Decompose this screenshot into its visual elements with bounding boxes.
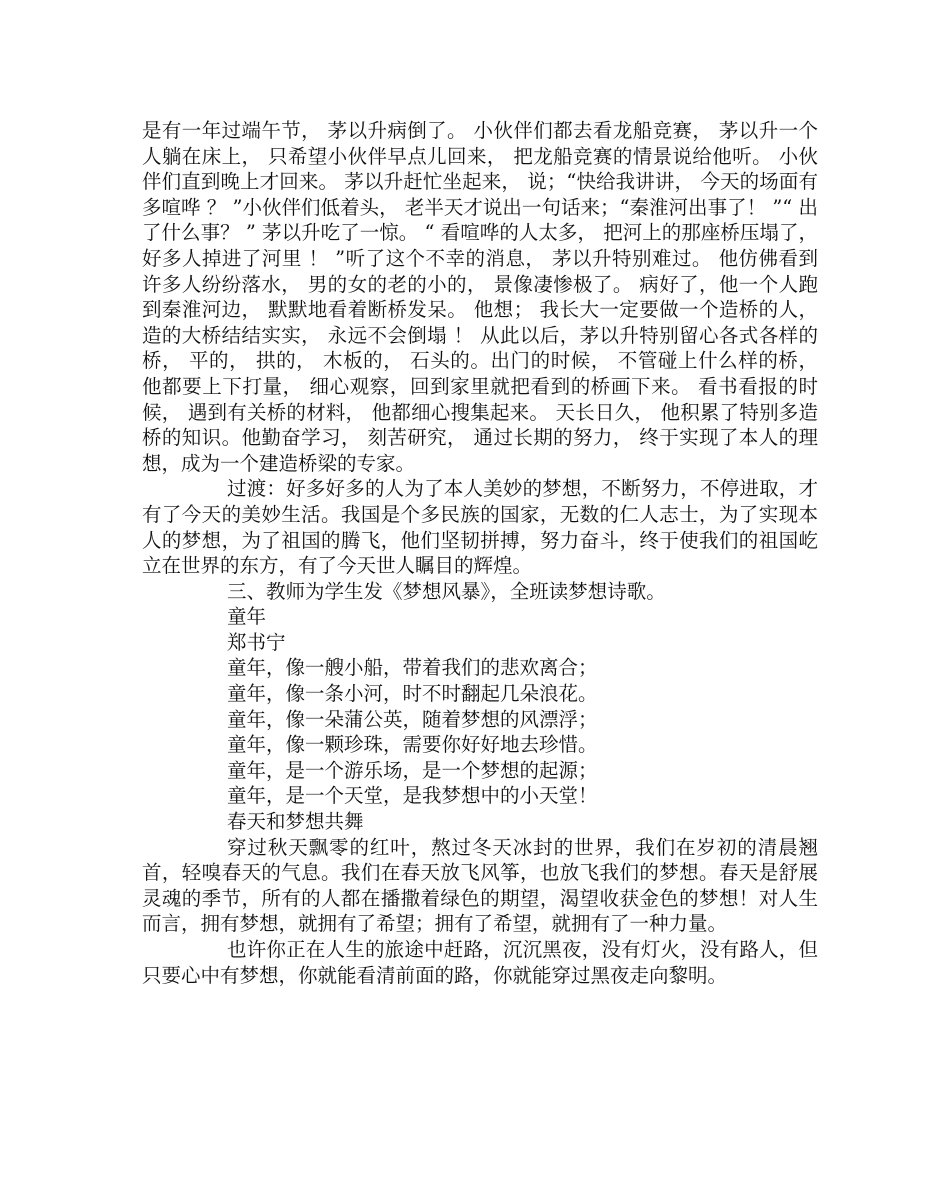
poem-line: 童年，是一个天堂，是我梦想中的小天堂！ (227, 784, 598, 808)
poem-line: 童年，像一颗珍珠，需要你好好地去珍惜。 (227, 733, 598, 757)
document-page (142, 118, 818, 988)
poem-line: 童年，像一艘小船，带着我们的悲欢离合； (227, 656, 598, 680)
poem-line: 童年，像一条小河，时不时翻起几朵浪花。 (227, 682, 598, 706)
essay-paragraph: 穿过秋天飘零的红叶，熬过冬天冰封的世界，我们在岁初的清晨翘首，轻嗅春天的气息。我们在春天放飞风筝，也放飞我们的梦想。春天是舒展灵魂的季节，所有的人都在播撒着绿色的期望，渴望收获金色的梦想！对人生而言，拥有梦想，就拥有了希望；拥有了希望，就拥有了一种力量。 (142, 835, 818, 936)
section-heading: 三、教师为学生发《梦想风暴》，全班读梦想诗歌。 (227, 579, 666, 603)
poem-author: 郑书宁 (227, 630, 286, 654)
essay-paragraph: 也许你正在人生的旅途中赶路，沉沉黑夜，没有灯火，没有路人，但只要心中有梦想，你就能看清前面的路，你就能穿过黑夜走向黎明。 (142, 938, 818, 987)
transition-paragraph: 过渡：好多好多的人为了本人美妙的梦想，不断努力，不停进取，才有了今天的美妙生活。我国是个多民族的国家，无数的仁人志士，为了实现本人的梦想，为了祖国的腾飞，他们坚韧拼搏，努力奋斗，终于使我们的祖国屹立在世界的东方，有了今天世人瞩目的辉煌。 (142, 477, 818, 578)
essay-title: 春天和梦想共舞 (227, 810, 364, 834)
story-paragraph: 是有一年过端午节， 茅以升病倒了。 小伙伴们都去看龙船竞赛， 茅以升一个人躺在床上， 只希望小伙伴早点儿回来， 把龙船竞赛的情景说给他听。 小伙伴们直到晚上才回来。 茅以升赶忙坐起来， 说；“快给我讲讲， 今天的场面有多喧哗 ？ ”小伙伴们低着头， 老半天才说出一句话来；“秦淮河出事了！ ”“ 出了什么事？ ” 茅以升吃了一惊。 “ 看喧哗的人太多， 把河上的那座桥压塌了， 好多人掉进了河里 ！ ”听了这个不幸的消息， 茅以升特别难过。 他仿佛看到许多人纷纷落水， 男的女的老的小的， 景像凄惨极了。 病好了，他一个人跑到秦淮河边， 默默地看着断桥发呆。 他想； 我长大一定要做一个造桥的人， 造的大桥结结实实， 永远不会倒塌 ！ 从此以后，茅以升特别留心各式各样的桥， 平的， 拱的， 木板的， 石头的。出门的时候， 不管碰上什么样的桥， 他都要上下打量， 细心观察，回到家里就把看到的桥画下来。 看书看报的时候， 遇到有关桥的材料， 他都细心搜集起来。 天长日久， 他积累了特别多造桥的知识。他勤奋学习， 刻苦研究， 通过长期的努力， 终于实现了本人的理想，成为一个建造桥梁的专家。 (142, 119, 818, 475)
poem-line: 童年，像一朵蒲公英，随着梦想的风漂浮； (227, 707, 598, 731)
poem-title: 童年 (227, 605, 267, 629)
poem-line: 童年，是一个游乐场，是一个梦想的起源； (227, 758, 598, 782)
